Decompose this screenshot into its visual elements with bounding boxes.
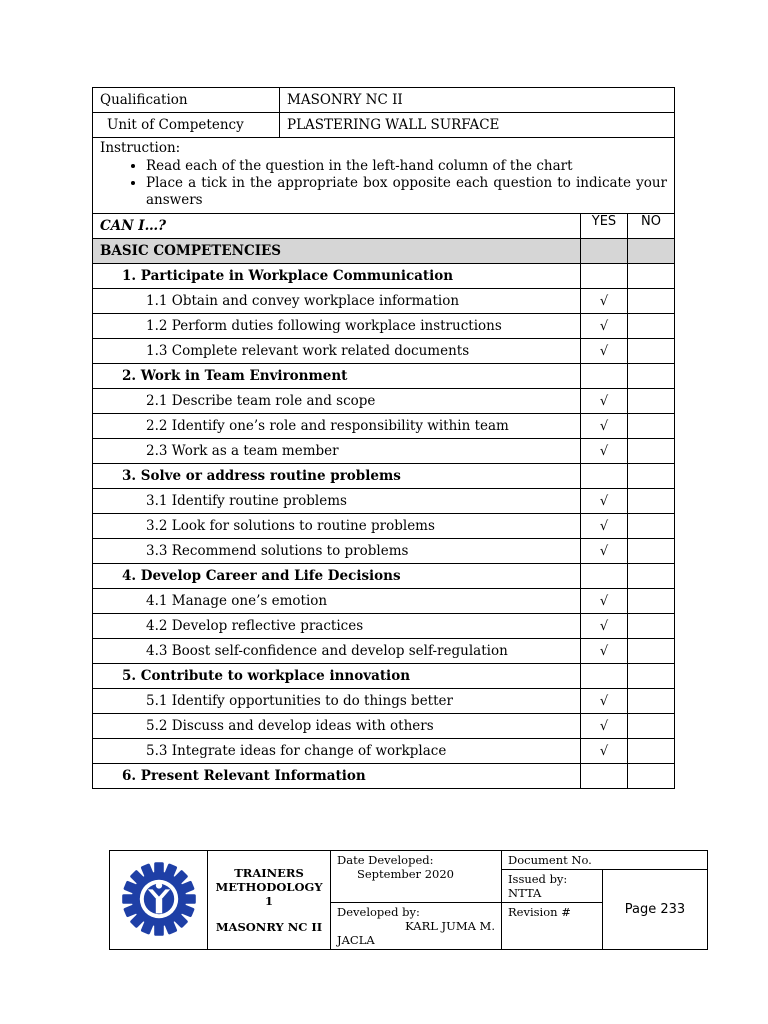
competency-text: 1.3 Complete relevant work related documents (93, 339, 581, 364)
section-title: 1. Participate in Workplace Communication (93, 264, 581, 289)
issued-by-cell (502, 870, 603, 903)
no-cell (628, 239, 675, 264)
yes-checkbox[interactable] (581, 639, 628, 664)
date-developed-label: Date Developed: (337, 853, 434, 867)
methodology-text: METHODOLOGY (215, 880, 323, 894)
logo-cell (110, 851, 208, 950)
instruction-list (100, 158, 667, 209)
yes-cell[interactable] (581, 364, 628, 389)
competency-text: 2.1 Describe team role and scope (93, 389, 581, 414)
footer-qualification: MASONRY NC II (215, 920, 323, 934)
instruction-label: Instruction: (100, 140, 181, 156)
developed-by-cell (331, 903, 502, 950)
section-title: 6. Present Relevant Information (93, 764, 581, 789)
trainers-methodology-cell (208, 851, 331, 950)
competency-text: 4.3 Boost self-confidence and develop self-regulation (93, 639, 581, 664)
qualification-label: Qualification (93, 88, 280, 113)
yes-checkbox[interactable] (581, 339, 628, 364)
check-mark-icon: √ (599, 693, 609, 709)
competency-row (93, 339, 675, 364)
page-number: Page 233 (603, 870, 708, 950)
no-checkbox[interactable] (628, 489, 675, 514)
methodology-level: 1 (264, 894, 273, 908)
competency-text: 2.3 Work as a team member (93, 439, 581, 464)
check-mark-icon: √ (599, 743, 609, 759)
competency-text: 1.1 Obtain and convey workplace information (93, 289, 581, 314)
no-cell[interactable] (628, 364, 675, 389)
competency-row (93, 514, 675, 539)
no-cell[interactable] (628, 464, 675, 489)
yes-cell[interactable] (581, 564, 628, 589)
yes-checkbox[interactable] (581, 714, 628, 739)
check-mark-icon: √ (599, 443, 609, 459)
competency-row (93, 639, 675, 664)
check-mark-icon: √ (599, 518, 609, 534)
yes-cell[interactable] (581, 664, 628, 689)
competency-row (93, 439, 675, 464)
no-checkbox[interactable] (628, 714, 675, 739)
yes-checkbox[interactable] (581, 289, 628, 314)
competency-text: 4.2 Develop reflective practices (93, 614, 581, 639)
competency-text: 1.2 Perform duties following workplace instructions (93, 314, 581, 339)
section-row (93, 664, 675, 689)
no-cell[interactable] (628, 564, 675, 589)
competency-row (93, 614, 675, 639)
competency-text: 3.2 Look for solutions to routine problems (93, 514, 581, 539)
section-row (93, 464, 675, 489)
yes-cell[interactable] (581, 764, 628, 789)
yes-checkbox[interactable] (581, 514, 628, 539)
unit-value: PLASTERING WALL SURFACE (280, 113, 675, 138)
competency-row (93, 389, 675, 414)
no-cell[interactable] (628, 764, 675, 789)
no-checkbox[interactable] (628, 639, 675, 664)
basic-competencies-header: BASIC COMPETENCIES (93, 239, 581, 264)
developed-by-name-2: JACLA (337, 933, 375, 947)
check-mark-icon: √ (599, 293, 609, 309)
check-mark-icon: √ (599, 593, 609, 609)
yes-checkbox[interactable] (581, 689, 628, 714)
can-i-header: CAN I…? (93, 214, 581, 239)
trainers-text: TRAINERS (234, 866, 304, 880)
instruction-block (93, 138, 675, 214)
no-checkbox[interactable] (628, 289, 675, 314)
competency-row (93, 689, 675, 714)
yes-checkbox[interactable] (581, 614, 628, 639)
yes-checkbox[interactable] (581, 314, 628, 339)
issued-by-value: NTTA (508, 886, 542, 900)
yes-checkbox[interactable] (581, 589, 628, 614)
no-checkbox[interactable] (628, 314, 675, 339)
section-title: 3. Solve or address routine problems (93, 464, 581, 489)
competency-text: 5.2 Discuss and develop ideas with others (93, 714, 581, 739)
check-mark-icon: √ (599, 543, 609, 559)
section-row (93, 764, 675, 789)
yes-checkbox[interactable] (581, 414, 628, 439)
competency-row (93, 739, 675, 764)
unit-label: Unit of Competency (93, 113, 280, 138)
competency-row (93, 714, 675, 739)
competency-text: 3.3 Recommend solutions to problems (93, 539, 581, 564)
competency-text: 4.1 Manage one’s emotion (93, 589, 581, 614)
check-mark-icon: √ (599, 493, 609, 509)
yes-checkbox[interactable] (581, 389, 628, 414)
yes-column-header: YES (581, 214, 628, 239)
section-title: 5. Contribute to workplace innovation (93, 664, 581, 689)
revision-label: Revision # (502, 903, 603, 950)
yes-checkbox[interactable] (581, 539, 628, 564)
yes-checkbox[interactable] (581, 489, 628, 514)
check-mark-icon: √ (599, 643, 609, 659)
instruction-item: • Read each of the question in the left-hand column of the chart (146, 158, 667, 175)
yes-checkbox[interactable] (581, 739, 628, 764)
competency-row (93, 489, 675, 514)
no-checkbox[interactable] (628, 689, 675, 714)
section-title: 4. Develop Career and Life Decisions (93, 564, 581, 589)
qualification-value: MASONRY NC II (280, 88, 675, 113)
no-checkbox[interactable] (628, 514, 675, 539)
yes-cell[interactable] (581, 464, 628, 489)
no-cell[interactable] (628, 264, 675, 289)
competency-text: 3.1 Identify routine problems (93, 489, 581, 514)
competency-row (93, 539, 675, 564)
developed-by-name-1: KARL JUMA M. (405, 919, 495, 933)
check-mark-icon: √ (599, 393, 609, 409)
competency-text: 5.3 Integrate ideas for change of workplace (93, 739, 581, 764)
no-cell[interactable] (628, 664, 675, 689)
no-checkbox[interactable] (628, 614, 675, 639)
competency-row (93, 589, 675, 614)
no-checkbox[interactable] (628, 339, 675, 364)
section-title: 2. Work in Team Environment (93, 364, 581, 389)
check-mark-icon: √ (599, 318, 609, 334)
competency-row (93, 289, 675, 314)
no-checkbox[interactable] (628, 539, 675, 564)
section-row (93, 264, 675, 289)
document-no-label: Document No. (502, 851, 708, 870)
section-row (93, 564, 675, 589)
check-mark-icon: √ (599, 343, 609, 359)
yes-checkbox[interactable] (581, 439, 628, 464)
competency-row (93, 314, 675, 339)
date-developed-cell (331, 851, 502, 903)
self-assessment-table (92, 87, 675, 789)
no-checkbox[interactable] (628, 739, 675, 764)
no-checkbox[interactable] (628, 389, 675, 414)
instruction-item: • Place a tick in the appropriate box opposite each question to indicate your answers (146, 175, 667, 209)
issued-by-label: Issued by: (508, 872, 568, 886)
competency-row (93, 414, 675, 439)
no-checkbox[interactable] (628, 414, 675, 439)
check-mark-icon: √ (599, 718, 609, 734)
check-mark-icon: √ (599, 418, 609, 434)
yes-cell (581, 239, 628, 264)
document-footer (109, 850, 708, 950)
yes-cell[interactable] (581, 264, 628, 289)
section-row (93, 364, 675, 389)
competency-text: 5.1 Identify opportunities to do things better (93, 689, 581, 714)
no-column-header: NO (628, 214, 675, 239)
date-developed-value: September 2020 (357, 867, 454, 881)
check-mark-icon: √ (599, 618, 609, 634)
competency-text: 2.2 Identify one’s role and responsibility within team (93, 414, 581, 439)
no-checkbox[interactable] (628, 439, 675, 464)
tesda-gear-logo-icon (118, 859, 200, 939)
developed-by-label: Developed by: (337, 905, 420, 919)
no-checkbox[interactable] (628, 589, 675, 614)
